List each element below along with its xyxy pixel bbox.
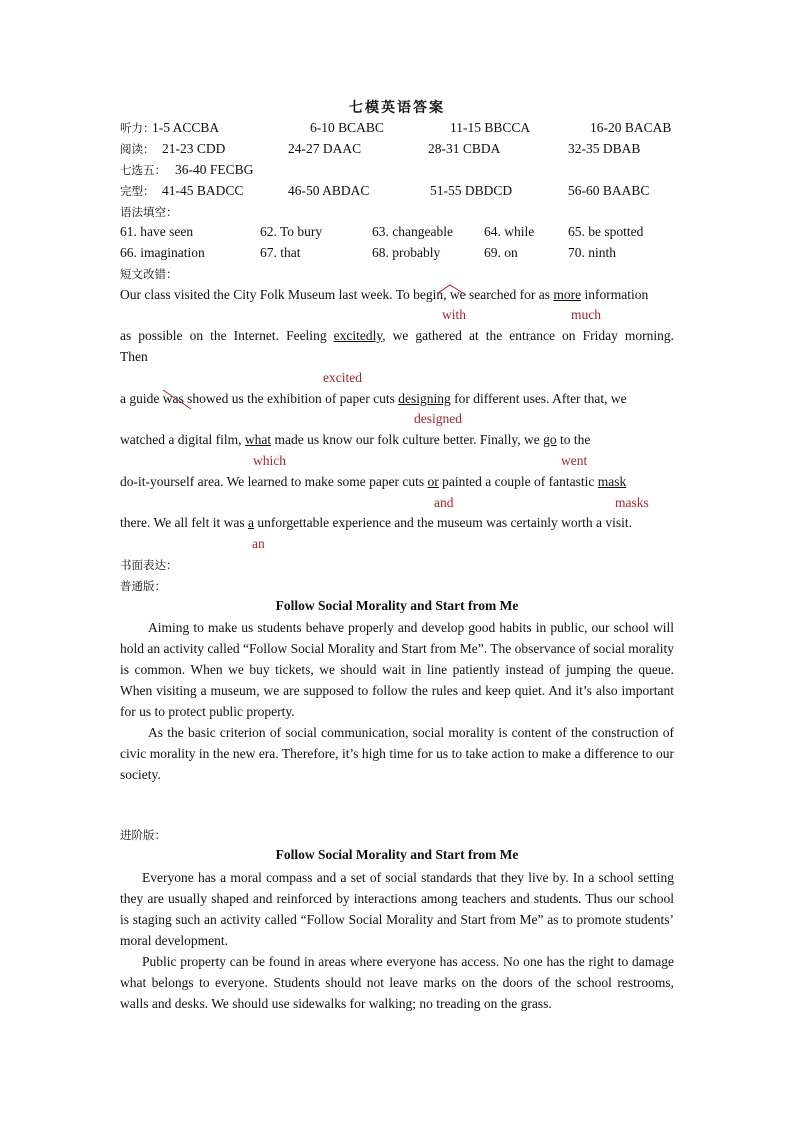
advanced-essay [120, 867, 674, 1014]
grammar-answer: 63. changeable [372, 224, 453, 239]
advanced-version-label: 进阶版： [120, 828, 166, 842]
fix-word: went [561, 453, 588, 468]
grammar-answer: 62. To bury [260, 224, 323, 239]
answer-group: 11-15 BBCCA [450, 120, 531, 135]
error-word: what [244, 432, 272, 447]
error-word: go [543, 432, 557, 447]
correction-line-2: as possible on the Internet. Feeling excitedly, we gathered at the entrance on Friday morning. [120, 328, 674, 343]
answer-group: 32-35 DBAB [568, 141, 641, 156]
answer-group: 46-50 ABDAC [288, 183, 370, 198]
strike-mark [160, 388, 194, 412]
error-word: mask [597, 474, 627, 489]
error-word: more [553, 287, 582, 302]
basic-essay-title: Follow Social Morality and Start from Me [275, 598, 519, 613]
answer-group: 21-23 CDD [162, 141, 226, 156]
essay-paragraph: As the basic criterion of social communication, social morality is content of the construction of civic morality in the new era. Therefore, it’s high time for us to take action to make a difference to our society. [120, 725, 674, 782]
grammar-label: 语法填空： [120, 205, 178, 219]
answer-group: 51-55 DBDCD [430, 183, 513, 198]
fix-word: and [434, 495, 454, 510]
answer-group: 16-20 BACAB [590, 120, 672, 135]
error-word: a [248, 515, 254, 530]
fix-word: excited [323, 370, 362, 385]
cloze-label: 完型： [120, 184, 155, 198]
correction-line-3: a guide was showed us the exhibition of paper cuts designing for different uses. After that, we [120, 391, 627, 406]
error-word: designing [398, 391, 451, 406]
grammar-answer: 66. imagination [120, 245, 205, 260]
essay-paragraph: Public property can be found in areas where everyone has access. No one has the right to damage what belongs to everyone. Students should not leave marks on the doors of the school restrooms, walls and desks. We should use sidewalks for walking; no treading on the grass. [120, 954, 674, 1011]
essay-paragraph: Aiming to make us students behave properly and develop good habits in public, our school will hold an activity called “Follow Social Morality and Start from Me”. The observance of social morality is common. When we buy tickets, we should wait in line patiently instead of jumping the queue. When visiting a museum, we are supposed to follow the rules and keep quiet. And it’s also important for us to protect public property. [120, 620, 674, 719]
grammar-answer: 70. ninth [568, 245, 617, 260]
correction-label: 短文改错： [120, 267, 178, 281]
fix-word: masks [615, 495, 649, 510]
correction-line-2b: Then [120, 349, 148, 364]
correction-line-1: Our class visited the City Folk Museum last week. To begin, we searched for as more information [120, 287, 649, 302]
writing-label: 书面表达： [120, 558, 178, 572]
answer-group: 6-10 BCABC [310, 120, 384, 135]
grammar-answer: 64. while [484, 224, 535, 239]
fix-word: designed [414, 411, 462, 426]
advanced-essay-title: Follow Social Morality and Start from Me [275, 847, 519, 862]
answer-group: 28-31 CBDA [428, 141, 501, 156]
fix-word: much [571, 307, 601, 322]
grammar-answer: 69. on [484, 245, 518, 260]
answer-group: 24-27 DAAC [288, 141, 362, 156]
answer-group: 36-40 FECBG [175, 162, 254, 177]
correction-line-4: watched a digital film, what made us know our folk culture better. Finally, we go to the [120, 432, 591, 447]
fix-word: which [253, 453, 286, 468]
correction-line-5: do-it-yourself area. We learned to make some paper cuts or painted a couple of fantastic mask [120, 474, 627, 489]
error-word: excitedly [333, 328, 383, 343]
grammar-answer: 67. that [260, 245, 301, 260]
fix-word: with [442, 307, 467, 322]
reading-label: 阅读： [120, 142, 155, 156]
answer-group: 1-5 ACCBA [152, 120, 220, 135]
fix-word: an [252, 536, 265, 551]
seven-choose-label: 七选五： [120, 163, 166, 177]
basic-version-label: 普通版： [120, 579, 166, 593]
insert-caret-mark [436, 283, 470, 297]
grammar-answer: 61. have seen [120, 224, 194, 239]
answer-group: 56-60 BAABC [568, 183, 650, 198]
grammar-answer: 68. probably [372, 245, 441, 260]
basic-essay [120, 617, 674, 785]
listening-label: 听力： [120, 121, 155, 135]
correction-line-6: there. We all felt it was a unforgettable experience and the museum was certainly worth a visit. [120, 515, 632, 530]
error-word: or [427, 474, 439, 489]
essay-paragraph: Everyone has a moral compass and a set of social standards that they live by. In a school setting they are usually shaped and reinforced by interactions among teachers and students. Thus our school is staging such an activity called “Follow Social Morality and Start from Me” as to promote students’ moral development. [120, 870, 674, 948]
struck-word: was [162, 391, 184, 406]
grammar-answer: 65. be spotted [568, 224, 644, 239]
answer-group: 41-45 BADCC [162, 183, 244, 198]
page-title: 七模英语答案 [349, 101, 445, 116]
